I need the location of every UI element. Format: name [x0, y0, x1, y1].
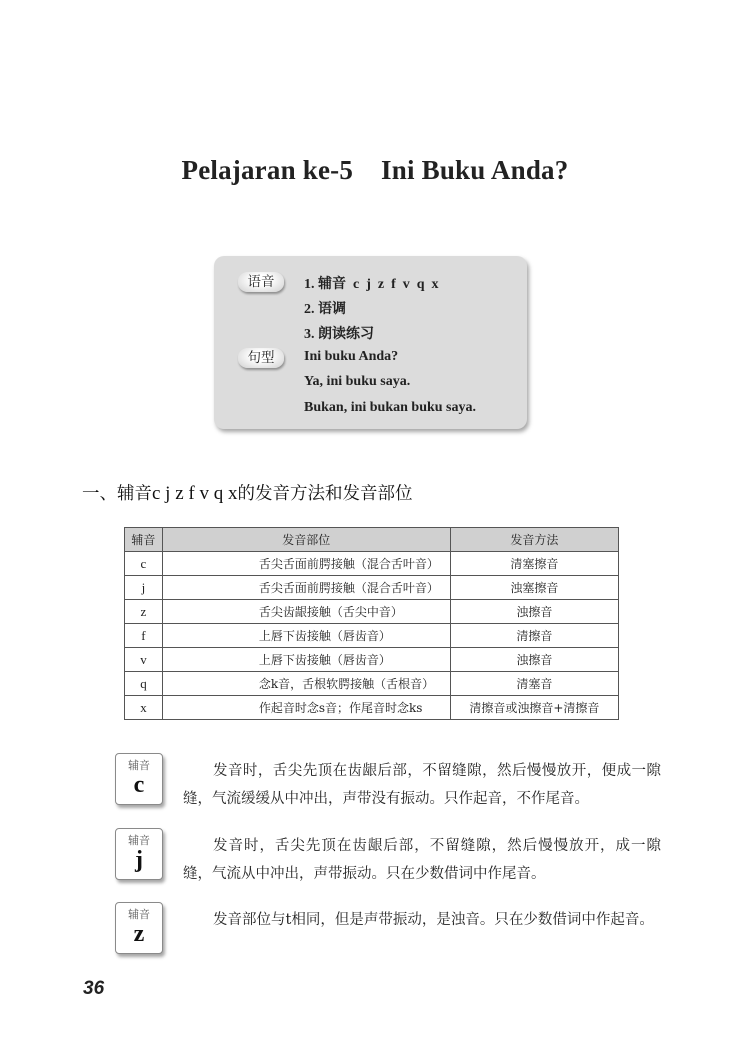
header-manner: 发音方法	[450, 528, 618, 552]
cell-manner: 浊擦音	[450, 648, 618, 672]
header-place: 发音部位	[162, 528, 450, 552]
cell-manner: 清擦音	[450, 624, 618, 648]
cell-place: 上唇下齿接触（唇齿音）	[162, 624, 450, 648]
cell-place: 念k音，舌根软腭接触（舌根音）	[162, 672, 450, 696]
consonant-card	[115, 828, 163, 880]
pronunciation-item-2: 2. 语调	[304, 302, 346, 317]
pronunciation-tag: 语音	[238, 272, 284, 292]
consonant-card-letter: j	[135, 847, 143, 873]
lesson-number: Pelajaran ke-5	[181, 155, 354, 185]
consonant-card-letter: c	[133, 772, 145, 798]
section-heading-prefix: 一、辅音	[82, 484, 152, 504]
consonant-card-label: 辅音	[128, 759, 150, 772]
consonant-description: 发音时，舌尖先顶在齿龈后部，不留缝隙，然后慢慢放开，成一隙缝，气流从中冲出，声带振动。只在少数借词中作尾音。	[183, 838, 661, 882]
cell-consonant: j	[125, 576, 163, 600]
cell-consonant: x	[125, 696, 163, 720]
consonant-card	[115, 753, 163, 805]
cell-manner: 浊擦音	[450, 600, 618, 624]
cell-place: 舌尖舌面前腭接触（混合舌叶音）	[162, 576, 450, 600]
table-row	[125, 672, 619, 696]
table-row	[125, 600, 619, 624]
cell-place: 舌尖舌面前腭接触（混合舌叶音）	[162, 552, 450, 576]
sentence-pattern-tag: 句型	[238, 348, 284, 368]
section-heading-suffix: 的发音方法和发音部位	[237, 484, 413, 504]
cell-manner: 浊塞擦音	[450, 576, 618, 600]
cell-manner: 清塞音	[450, 672, 618, 696]
lesson-summary-box	[214, 256, 527, 429]
lesson-topic: Ini Buku Anda?	[381, 155, 569, 185]
consonant-card-label: 辅音	[128, 908, 150, 921]
consonant-description: 发音部位与t相同，但是声带振动，是浊音。只在少数借词中作起音。	[213, 912, 654, 928]
pronunciation-item-3: 3. 朗读练习	[304, 327, 374, 342]
cell-place: 舌尖齿龈接触（舌尖中音）	[162, 600, 450, 624]
table-row	[125, 552, 619, 576]
pronunciation-item	[304, 323, 374, 343]
table-header-row	[125, 528, 619, 552]
table-row	[125, 648, 619, 672]
header-consonant: 辅音	[125, 528, 163, 552]
consonant-card-label: 辅音	[128, 834, 150, 847]
cell-consonant: v	[125, 648, 163, 672]
lesson-title	[0, 155, 750, 186]
sentence-item-2: Ya, ini buku saya.	[304, 374, 411, 389]
cell-place: 作起音时念s音；作尾音时念ks	[162, 696, 450, 720]
cell-place: 上唇下齿接触（唇齿音）	[162, 648, 450, 672]
sentence-item-3: Bukan, ini bukan buku saya.	[304, 400, 476, 415]
table-row	[125, 624, 619, 648]
section-heading-letters: c j z f v q x	[152, 483, 238, 504]
table-row	[125, 576, 619, 600]
cell-consonant: q	[125, 672, 163, 696]
page-number: 36	[83, 978, 105, 999]
sentence-item-1: Ini buku Anda?	[304, 349, 399, 364]
cell-consonant: z	[125, 600, 163, 624]
consonant-description: 发音时，舌尖先顶在齿龈后部，不留缝隙，然后慢慢放开，便成一隙缝，气流缓缓从中冲出，声带没有振动。只作起音，不作尾音。	[183, 763, 661, 807]
section-heading	[82, 480, 412, 505]
pronunciation-item-1: 1. 辅音 c j z f v q x	[304, 277, 439, 292]
cell-manner: 清塞擦音	[450, 552, 618, 576]
cell-consonant: f	[125, 624, 163, 648]
pronunciation-item	[304, 298, 346, 318]
consonant-table	[124, 527, 619, 720]
table-row	[125, 696, 619, 720]
cell-consonant: c	[125, 552, 163, 576]
consonant-card	[115, 902, 163, 954]
consonant-card-letter: z	[133, 921, 145, 947]
pronunciation-item	[304, 273, 439, 293]
cell-manner: 清擦音或浊擦音+清擦音	[450, 696, 618, 720]
